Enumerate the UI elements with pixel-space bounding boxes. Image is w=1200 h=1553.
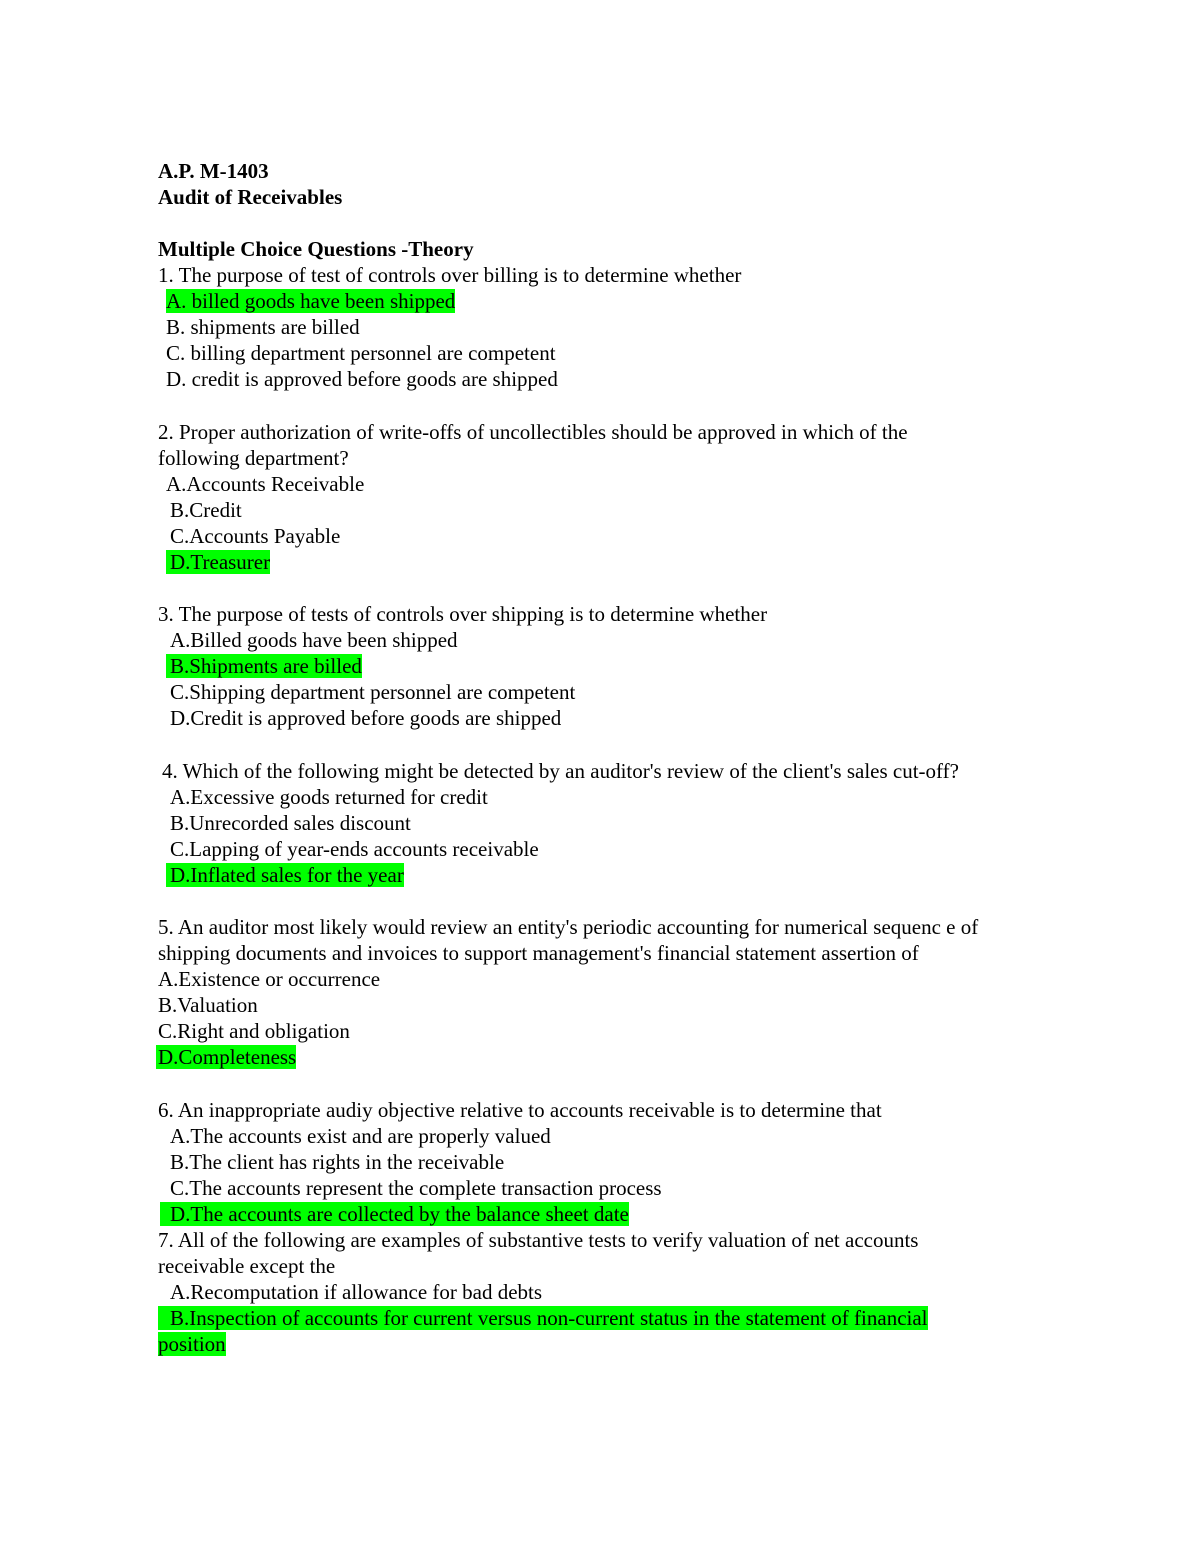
answer-highlight: position bbox=[158, 1332, 226, 1356]
question-7-stem-line-1: 7. All of the following are examples of substantive tests to verify valuation of net accounts bbox=[158, 1228, 919, 1252]
question-6-option-c: C.The accounts represent the complete transaction process bbox=[170, 1176, 662, 1200]
question-4-stem: 4. Which of the following might be detected by an auditor's review of the client's sales cut-off? bbox=[162, 759, 959, 783]
question-1-option-d: D. credit is approved before goods are shipped bbox=[166, 367, 558, 391]
question-2-option-b: B.Credit bbox=[170, 498, 242, 522]
answer-highlight: D.The accounts are collected by the balance sheet date bbox=[160, 1202, 629, 1226]
question-5-option-a: A.Existence or occurrence bbox=[158, 967, 381, 991]
question-6-option-b: B.The client has rights in the receivable bbox=[170, 1150, 505, 1174]
question-4-option-c: C.Lapping of year-ends accounts receivable bbox=[170, 837, 539, 861]
question-1-option-c: C. billing department personnel are competent bbox=[166, 341, 556, 365]
question-5-option-d bbox=[156, 1044, 296, 1070]
question-6-option-d bbox=[160, 1201, 629, 1227]
question-1-stem: 1. The purpose of test of controls over billing is to determine whether bbox=[158, 263, 742, 287]
question-3-option-d: D.Credit is approved before goods are shipped bbox=[170, 706, 562, 730]
question-6-option-a: A.The accounts exist and are properly valued bbox=[170, 1124, 551, 1148]
question-2-option-a: A.Accounts Receivable bbox=[166, 472, 365, 496]
question-3-option-c: C.Shipping department personnel are competent bbox=[170, 680, 576, 704]
section-heading: Multiple Choice Questions -Theory bbox=[158, 237, 474, 261]
question-7-option-b bbox=[158, 1305, 928, 1331]
question-3-option-b bbox=[166, 653, 362, 679]
question-4-option-a: A.Excessive goods returned for credit bbox=[170, 785, 488, 809]
question-5-option-b: B.Valuation bbox=[158, 993, 258, 1017]
answer-highlight: D.Treasurer bbox=[166, 550, 270, 574]
question-4-option-b: B.Unrecorded sales discount bbox=[170, 811, 411, 835]
question-1-option-a bbox=[158, 288, 455, 314]
question-5-option-c: C.Right and obligation bbox=[158, 1019, 350, 1043]
question-2-option-c: C.Accounts Payable bbox=[170, 524, 341, 548]
question-1-option-b: B. shipments are billed bbox=[166, 315, 360, 339]
question-5-stem-line-2: shipping documents and invoices to support management's financial statement assertion of bbox=[158, 941, 919, 965]
question-2-option-d bbox=[166, 549, 270, 575]
question-3-option-a: A.Billed goods have been shipped bbox=[170, 628, 458, 652]
answer-highlight: A. billed goods have been shipped bbox=[166, 289, 456, 313]
course-code: A.P. M-1403 bbox=[158, 159, 269, 183]
question-6-stem: 6. An inappropriate audiy objective relative to accounts receivable is to determine that bbox=[158, 1098, 882, 1122]
answer-highlight: D.Completeness bbox=[158, 1045, 297, 1069]
question-7-option-b-continued bbox=[158, 1331, 226, 1357]
answer-highlight: B.Shipments are billed bbox=[166, 654, 362, 678]
question-7-stem-line-2: receivable except the bbox=[158, 1254, 336, 1278]
answer-highlight: D.Inflated sales for the year bbox=[166, 863, 404, 887]
question-2-stem-line-2: following department? bbox=[158, 446, 349, 470]
question-4-option-d bbox=[166, 862, 404, 888]
question-3-stem: 3. The purpose of tests of controls over shipping is to determine whether bbox=[158, 602, 768, 626]
question-7-option-a: A.Recomputation if allowance for bad debts bbox=[170, 1280, 543, 1304]
question-5-stem-line-1: 5. An auditor most likely would review an entity's periodic accounting for numerical sequenc e of bbox=[158, 915, 979, 939]
question-2-stem-line-1: 2. Proper authorization of write-offs of uncollectibles should be approved in which of the bbox=[158, 420, 908, 444]
answer-highlight: B.Inspection of accounts for current versus non-current status in the statement of financial bbox=[158, 1306, 928, 1330]
document-title: Audit of Receivables bbox=[158, 185, 343, 209]
